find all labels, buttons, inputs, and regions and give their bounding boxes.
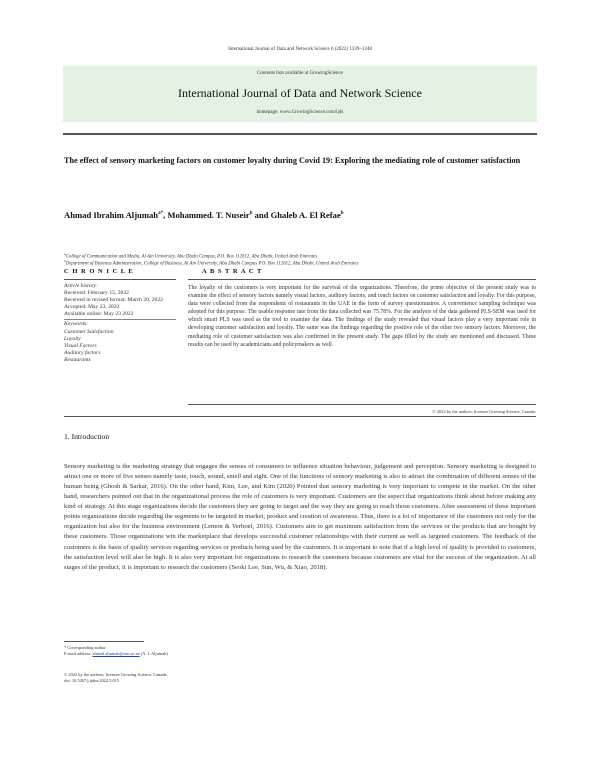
abstract-text: The loyalty of the customers is very important for the survival of the organizations. Therefore, the prime objective of the present study was to examine the effect of sensory factors namely visual factors, auditory factors, and touch factors on customer satisfaction and loyalty. For this purpose, data were collected from the respondents of restaurants in the UAE in the form of survey questionnaires. A convenience sampling technique was adopted for this purpose. The usable response rate from the data collected was 75.78%. For the analysis of the data gathered PLS-SEM was used for which smart PLS was used as the tool to examine the data. The findings of the study revealed that visual factors play a very important role in developing customer satisfaction and loyalty. The same was the findings regarding the positive role of the other two sensory factors. Moreover, the mediating role of customer satisfaction was also confirmed in the present study. The gaps filled by the study are mentioned and discussed. These results can be used by academicians and policymakers as well. [188,285,536,348]
section-divider [64,416,536,417]
revised-date: Received in revised format: March 20, 2022 [64,297,163,304]
email-label: E-mail address: [64,651,92,657]
author-affiliation-mark: a* [158,211,164,217]
footnote-rule [64,641,144,642]
affiliation-mark: a [64,252,66,256]
bottom-info [64,672,536,684]
abstract-rule-bottom [188,404,536,405]
author-affiliation-mark: b [340,211,344,217]
author-list [64,210,344,220]
abstract-heading: A B S T R A C T [202,268,263,275]
doi[interactable]: doi: 10.5267/j.ijdns.2022.5.015 [64,678,120,684]
author-separator: and [252,210,271,220]
author-name: Ghaleb A. El Refae [270,210,341,220]
article-history [64,283,176,364]
running-header: International Journal of Data and Network Science 6 (2022) 1339–1348 [228,47,372,52]
author-name: Ahmad Ibrahim Aljumah [64,210,159,220]
history-divider [64,319,176,320]
online-date: Available online: May 23 2022 [64,311,134,318]
chronicle-heading: C H R O N I C L E [64,268,134,275]
email-link[interactable]: ahmad.aljumah@aau.ac.ae [92,651,140,657]
journal-banner [63,66,537,122]
author-affiliation-mark: b [249,211,253,217]
abstract-copyright: © 2022 by the authors; licensee Growing Science, Canada. [432,409,536,414]
affiliation-mark: b [64,259,66,263]
abstract-rule-top [188,279,536,280]
paper-title: The effect of sensory marketing factors on customer loyalty during Covid 19: Exploring the mediating role of customer satisfaction [64,156,521,165]
journal-homepage[interactable]: homepage: www.GrowingScience.com/ijds [256,110,344,115]
corresponding-author-note: * Corresponding author. [64,645,107,650]
header-divider [63,133,537,135]
keyword: Loyalty [64,335,81,342]
affiliation [64,259,358,267]
keywords-label: Keywords: [64,321,89,328]
keyword: Visual Factors [64,342,97,349]
footnote [64,645,536,657]
section-heading: 1. Introduction [64,432,110,441]
affiliation-text: College of Communication and Media, Al Ain University, Abu Dhabi Campus, P.O. Box 112612, Abu Dhabi, United Arab Emirates [65,254,318,260]
author-name: Mohammed. T. Nuseir [167,210,250,220]
accepted-date: Accepted: May 23, 2022 [64,304,120,311]
availability-note: Contents lists available at GrowingScience [257,71,343,76]
affiliation-text: Department of Business Administration, College of Business, Al Ain University, Abu Dhabi Campus P.O. Box 112612, Abu Dhabi, United Arab Emirates [65,261,359,267]
keyword: Auditory factors [64,349,101,356]
email-owner: (A. I. Aljumah) [140,651,168,657]
chronicle-rule [64,279,176,280]
history-label: Article history: [64,283,99,289]
author-separator: , [163,210,168,220]
introduction-text: Sensory marketing is the marketing strategy that engages the senses of consumers to influence situation behaviour, judgement and perception. Sensory marketing is designed to attract one or more of five senses namely taste, touch, sound, smell and sight. One of the functions of sensory marketing is also to attract the combination of different senses of the human being (Ghosh & Sarkar, 2016). On the other hand, Kim, Lee, and Kim (2020) Pointed that sensory marketing is very important to compete in the market. On the other hand, researchers pointed out that in the organizational process the role of customers is very important. Customers are the aspect that organizations think about before making any kind of strategy. At this stage organizations decide the customers they are going to target and the way they are going to reach those customers. After assessment of these important points organizations decide regarding the segments to be targeted in market, product and creation of awareness. Thus, there is a lot of importance of the customers not only for the organization but also for the business environment (Lemon & Verhoef, 2016). Customers aim to get maximum satisfaction from the services or the products that are bought by these customers. Those organizations win the marketplace that develops successful customer relationships with their current as well as targeted customers. The feedback of the customers is the basis of quality services regarding services or products being used by the customers. It is important to note that if a high level of quality is provided to customers, the satisfaction level will also be high. It is also very important for organizations to research the customers because customers are vital for the success of the organization. At all stages of the product, it is important to research the customers (Seoki Lee, Sun, Wu, & Xiao, 2018). [64,463,536,571]
keyword: Customer Satisfaction [64,328,114,335]
keyword: Restaurants [64,356,91,363]
received-date: Received: February 15, 2022 [64,290,129,297]
journal-name: International Journal of Data and Network Science [178,86,422,100]
bottom-copyright: © 2022 by the authors; licensee Growing Science, Canada. [64,672,168,677]
